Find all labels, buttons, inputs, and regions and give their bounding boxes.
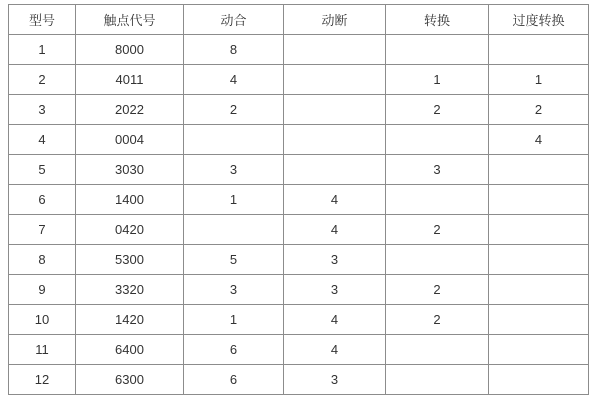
cell-normally-open — [184, 125, 284, 155]
cell-contact-code: 5300 — [76, 245, 184, 275]
cell-normally-closed: 4 — [284, 185, 386, 215]
cell-normally-closed: 4 — [284, 335, 386, 365]
cell-normally-closed — [284, 155, 386, 185]
cell-normally-closed: 3 — [284, 245, 386, 275]
column-header-contact-code: 触点代号 — [76, 5, 184, 35]
cell-model: 9 — [9, 275, 76, 305]
cell-normally-open: 8 — [184, 35, 284, 65]
cell-normally-closed — [284, 35, 386, 65]
column-header-model: 型号 — [9, 5, 76, 35]
cell-changeover — [386, 365, 489, 395]
table-row — [9, 95, 589, 125]
table-row — [9, 335, 589, 365]
cell-normally-closed — [284, 95, 386, 125]
cell-normally-closed — [284, 65, 386, 95]
table-row — [9, 305, 589, 335]
cell-contact-code: 0420 — [76, 215, 184, 245]
cell-normally-open: 5 — [184, 245, 284, 275]
cell-normally-open: 2 — [184, 95, 284, 125]
contact-spec-table — [8, 4, 589, 395]
cell-changeover: 2 — [386, 215, 489, 245]
cell-transition-changeover — [489, 335, 589, 365]
cell-transition-changeover: 4 — [489, 125, 589, 155]
cell-changeover: 2 — [386, 305, 489, 335]
cell-contact-code: 1400 — [76, 185, 184, 215]
cell-normally-open: 1 — [184, 185, 284, 215]
cell-changeover — [386, 35, 489, 65]
cell-transition-changeover — [489, 35, 589, 65]
cell-changeover — [386, 335, 489, 365]
cell-transition-changeover: 2 — [489, 95, 589, 125]
cell-transition-changeover — [489, 215, 589, 245]
cell-transition-changeover — [489, 365, 589, 395]
cell-transition-changeover — [489, 275, 589, 305]
header-row — [9, 5, 589, 35]
table-container — [8, 4, 589, 395]
cell-model: 6 — [9, 185, 76, 215]
column-header-normally-closed: 动断 — [284, 5, 386, 35]
cell-model: 3 — [9, 95, 76, 125]
cell-changeover: 2 — [386, 95, 489, 125]
table-row — [9, 275, 589, 305]
cell-changeover: 1 — [386, 65, 489, 95]
cell-transition-changeover — [489, 155, 589, 185]
cell-normally-open: 1 — [184, 305, 284, 335]
cell-normally-open: 6 — [184, 365, 284, 395]
cell-contact-code: 3320 — [76, 275, 184, 305]
table-row — [9, 155, 589, 185]
cell-model: 12 — [9, 365, 76, 395]
table-row — [9, 365, 589, 395]
cell-contact-code: 2022 — [76, 95, 184, 125]
table-row — [9, 245, 589, 275]
cell-changeover: 3 — [386, 155, 489, 185]
cell-normally-closed: 4 — [284, 215, 386, 245]
cell-normally-open: 6 — [184, 335, 284, 365]
cell-normally-closed: 4 — [284, 305, 386, 335]
cell-contact-code: 6300 — [76, 365, 184, 395]
cell-transition-changeover — [489, 305, 589, 335]
cell-normally-closed: 3 — [284, 275, 386, 305]
cell-normally-open: 4 — [184, 65, 284, 95]
cell-model: 7 — [9, 215, 76, 245]
column-header-transition-changeover: 过度转换 — [489, 5, 589, 35]
cell-contact-code: 6400 — [76, 335, 184, 365]
cell-transition-changeover — [489, 185, 589, 215]
cell-normally-closed — [284, 125, 386, 155]
cell-changeover — [386, 125, 489, 155]
cell-normally-open — [184, 215, 284, 245]
table-row — [9, 35, 589, 65]
cell-contact-code: 3030 — [76, 155, 184, 185]
cell-model: 11 — [9, 335, 76, 365]
column-header-normally-open: 动合 — [184, 5, 284, 35]
cell-contact-code: 1420 — [76, 305, 184, 335]
table-row — [9, 185, 589, 215]
cell-model: 4 — [9, 125, 76, 155]
cell-model: 2 — [9, 65, 76, 95]
table-row — [9, 215, 589, 245]
cell-transition-changeover: 1 — [489, 65, 589, 95]
cell-contact-code: 4011 — [76, 65, 184, 95]
cell-model: 1 — [9, 35, 76, 65]
cell-contact-code: 8000 — [76, 35, 184, 65]
cell-model: 5 — [9, 155, 76, 185]
cell-model: 8 — [9, 245, 76, 275]
cell-changeover — [386, 245, 489, 275]
cell-changeover — [386, 185, 489, 215]
cell-transition-changeover — [489, 245, 589, 275]
table-row — [9, 125, 589, 155]
cell-normally-open: 3 — [184, 275, 284, 305]
cell-normally-open: 3 — [184, 155, 284, 185]
table-row — [9, 65, 589, 95]
cell-contact-code: 0004 — [76, 125, 184, 155]
table-body — [9, 35, 589, 395]
cell-normally-closed: 3 — [284, 365, 386, 395]
cell-model: 10 — [9, 305, 76, 335]
cell-changeover: 2 — [386, 275, 489, 305]
column-header-changeover: 转换 — [386, 5, 489, 35]
